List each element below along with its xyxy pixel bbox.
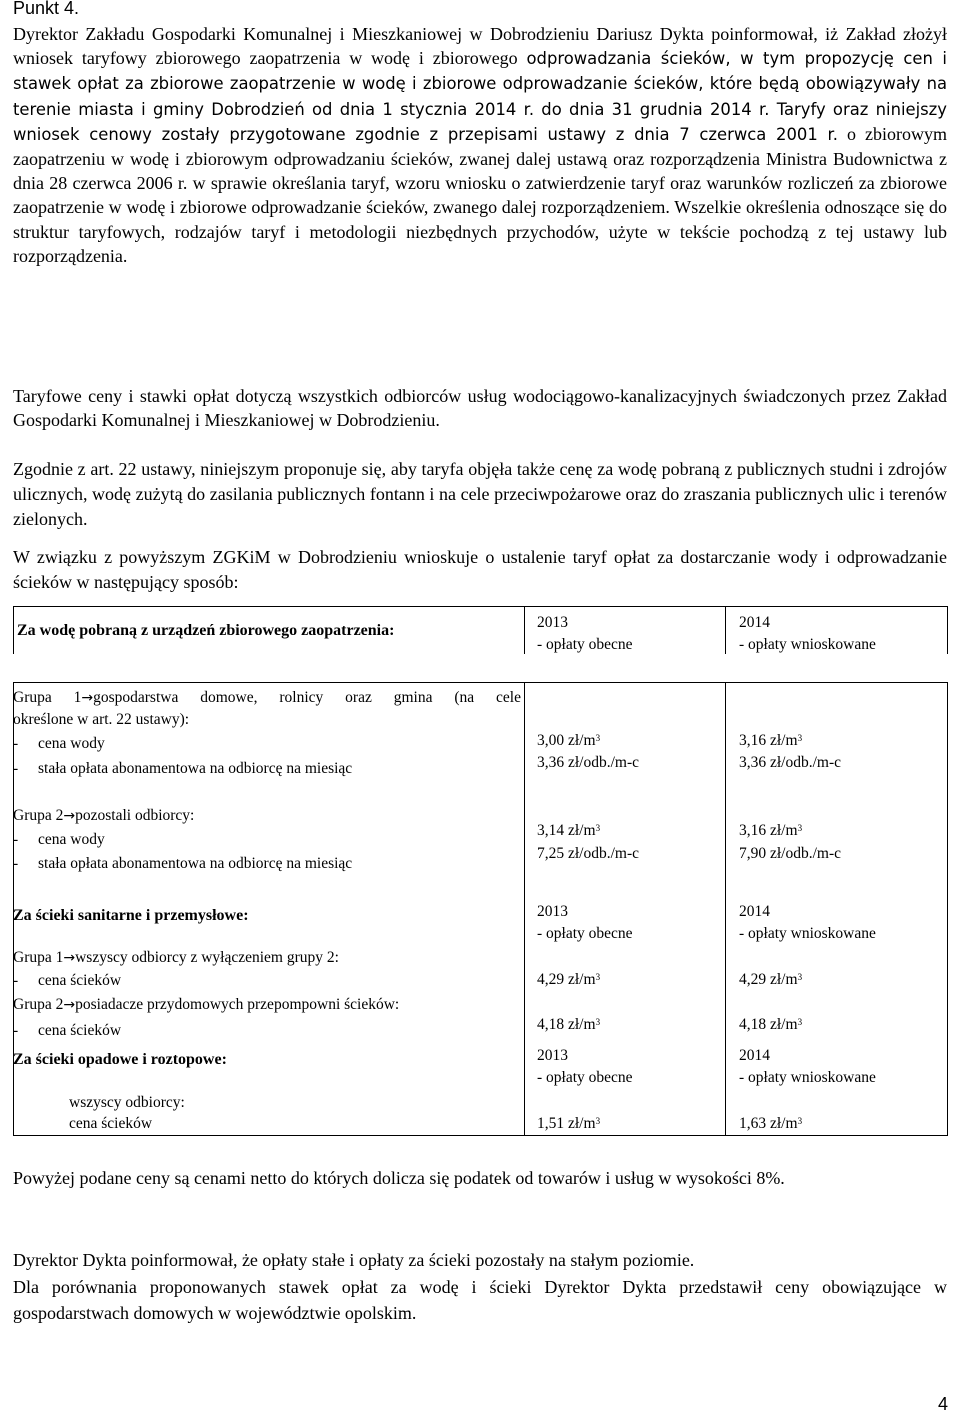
table-divider-1-top (524, 606, 525, 654)
water-year-2014: 2014 (739, 614, 770, 631)
sewage-group-2-2013: 4,18 $zł/m^3$ (537, 1016, 601, 1033)
sewage-col-proposed: - opłaty wnioskowane (739, 925, 876, 942)
sewage-group-1-2013: 4,29 $zł/m^3$ (537, 971, 601, 988)
rain-2014: 1,63 $zł/m^3$ (739, 1115, 803, 1132)
sewage-group-1-title: Grupa 1→wszyscy odbiorcy z wyłączeniem grupy 2: (13, 949, 339, 966)
water-col-current: - opłaty obecne (537, 636, 633, 653)
water-year-2013: 2013 (537, 614, 568, 631)
water-group-1-fee-2013: 3,36 zł/odb./m-c (537, 754, 640, 771)
water-col-proposed: - opłaty wnioskowane (739, 636, 876, 653)
section-heading: Punkt 4. (13, 0, 80, 18)
rain-price-label: cena ścieków (69, 1115, 153, 1132)
arrow-icon: → (63, 997, 76, 1013)
table-border-mid (13, 682, 948, 683)
sewage-year-2013: 2013 (537, 903, 568, 920)
table-border-bottom (13, 1135, 948, 1136)
rain-col-proposed: - opłaty wnioskowane (739, 1069, 876, 1086)
rain-col-current: - opłaty obecne (537, 1069, 633, 1086)
water-group-1-water-2013: 3,00 $zł/m^3$ (537, 732, 601, 749)
water-group-2-water-2014: 3,16 $zł/m^3$ (739, 822, 803, 839)
water-group-2-fee-label: - stała opłata abonamentowa na odbiorcę na miesiąc (13, 855, 353, 872)
water-group-2-water-2013: 3,14 $zł/m^3$ (537, 822, 601, 839)
water-group-2-fee-2014: 7,90 zł/odb./m-c (739, 845, 842, 862)
water-group-1-water-2014: 3,16 $zł/m^3$ (739, 732, 803, 749)
rain-year-2014: 2014 (739, 1047, 770, 1064)
intro-text-b: odprowadzania ścieków, w tym propozycję cen i stawek opłat za zbiorowe zaopatrzenie w wodę i zbiorowe odprowadzanie ścieków, które będą obowiązywały na terenie miasta i gminy Dobrodzień od dnia 1 stycznia 2014 r. do dnia 31 grudnia 2014 r. Taryfy oraz niniejszy wniosek cenowy zostały przygotowane zgodnie z przepisami ustawy z dnia 7 czerwca 2001 r. (13, 49, 947, 144)
page-number: 4 (937, 1394, 948, 1414)
paragraph-intro (13, 22, 947, 268)
intro-text-a: Dyrektor Zakładu Gospodarki Komunalnej i Mieszkaniowej w Dobrodzieniu Dariusz Dykta poinformował, iż Zakład złożył wniosek taryfowy zbiorowego zaopatrzenia w wodę i zbiorowego (13, 24, 947, 69)
table-divider-1 (524, 682, 525, 1136)
sewage-group-1-label: - cena ścieków (13, 972, 122, 989)
water-group-2-fee-2013: 7,25 zł/odb./m-c (537, 845, 640, 862)
water-group-1-title-cont: określone w art. 22 ustawy): (13, 711, 190, 728)
rain-header: Za ścieki opadowe i roztopowe: (13, 1051, 227, 1068)
rain-2013: 1,51 $zł/m^3$ (537, 1115, 601, 1132)
table-border-left-top (13, 606, 14, 654)
rain-year-2013: 2013 (537, 1047, 568, 1064)
table-border-right (947, 682, 948, 1136)
sewage-col-current: - opłaty obecne (537, 925, 633, 942)
water-group-1-fee-2014: 3,36 zł/odb./m-c (739, 754, 842, 771)
paragraph-tariffs-scope: Taryfowe ceny i stawki opłat dotyczą wszystkich odbiorców usług wodociągowo-kanalizacyjnych świadczonych przez Zakład Gospodarki Komunalnej i Mieszkaniowej w Dobrodzieniu. (13, 386, 947, 431)
arrow-icon: → (63, 950, 76, 966)
paragraph-net-prices: Powyżej podane ceny są cenami netto do których dolicza się podatek od towarów i usług w wysokości 8%. (13, 1168, 785, 1188)
water-group-1-fee-label: - stała opłata abonamentowa na odbiorcę na miesiąc (13, 760, 353, 777)
arrow-icon: → (63, 808, 76, 824)
sewage-group-2-2014: 4,18 $zł/m^3$ (739, 1016, 803, 1033)
rain-all-consumers: wszyscy odbiorcy: (69, 1094, 185, 1111)
table-border-top (13, 606, 948, 607)
director-info-line-1: Dyrektor Dykta poinformował, że opłaty stałe i opłaty za ścieki pozostały na stałym poziomie. (13, 1250, 695, 1270)
water-group-2-water-label: - cena wody (13, 831, 105, 848)
sewage-group-1-2014: 4,29 $zł/m^3$ (739, 971, 803, 988)
water-header: Za wodę pobraną z urządzeń zbiorowego zaopatrzenia: (17, 622, 395, 639)
tariff-table (13, 606, 948, 1136)
intro-text-c: o zbiorowym zaopatrzeniu w wodę i zbiorowym odprowadzaniu ścieków, zwanej dalej ustawą oraz rozporządzenia Ministra Budownictwa z dnia 28 czerwca 2006 r. w sprawie określania taryf, wzoru wniosku o zatwierdzenie taryf oraz warunków rozliczeń za zbiorowe zaopatrzenie w wodę i zbiorowe odprowadzanie ścieków, zwanego dalej rozporządzeniem. Wszelkie określenia odnoszące się do struktur taryfowych, rodzajów taryf i metodologii niezbędnych przychodów, użyte w tekście pochodzą z tej ustawy lub rozporządzenia. (13, 123, 947, 266)
table-divider-2 (725, 682, 726, 1136)
sewage-group-2-label: - cena ścieków (13, 1022, 122, 1039)
water-group-1-title: Grupa 1→gospodarstwa domowe, rolnicy oraz gmina (na cele (13, 689, 521, 706)
director-info-line-2: Dla porównania proponowanych stawek opłat za wodę i ścieki Dyrektor Dykta przedstawił ceny obowiązujące w gospodarstwach domowych w województwie opolskim. (13, 1276, 947, 1323)
water-group-1-water-label: - cena wody (13, 735, 105, 752)
arrow-icon: → (81, 690, 94, 706)
paragraph-article-22: Zgodnie z art. 22 ustawy, niniejszym proponuje się, aby taryfa objęła także cenę za wodę pobraną z publicznych studni i zdrojów ulicznych, wodę zużytą do zasilania publicznych fontann i na cele przeciwpożarowe oraz do zraszania publicznych ulic i terenów zielonych. (13, 459, 947, 529)
paragraph-request: W związku z powyższym ZGKiM w Dobrodzieniu wnioskuje o ustalenie taryf opłat za dostarczanie wody i odprowadzanie ścieków w następujący sposób: (13, 547, 947, 592)
table-border-right-top (947, 606, 948, 654)
sewage-year-2014: 2014 (739, 903, 770, 920)
sewage-group-2-title: Grupa 2→posiadacze przydomowych przepompowni ścieków: (13, 996, 400, 1013)
sewage-header: Za ścieki sanitarne i przemysłowe: (13, 907, 249, 924)
paragraph-director-info (13, 1247, 947, 1327)
table-divider-2-top (725, 606, 726, 654)
water-group-2-title: Grupa 2→pozostali odbiorcy: (13, 807, 195, 824)
